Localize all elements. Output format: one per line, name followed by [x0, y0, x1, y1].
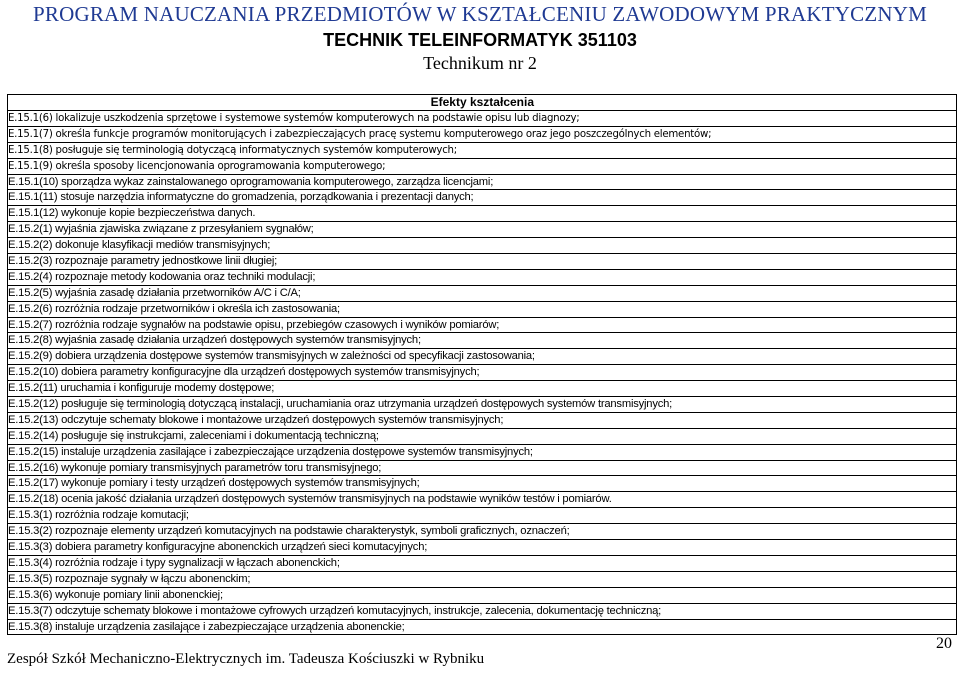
table-row: E.15.2(6) rozróżnia rodzaje przetworników i określa ich zastosowania; — [8, 302, 956, 318]
table-body — [8, 111, 956, 635]
table-row: E.15.2(5) wyjaśnia zasadę działania przetworników A/C i C/A; — [8, 286, 956, 302]
table-row: E.15.1(11) stosuje narzędzia informatyczne do gromadzenia, porządkowania i prezentacji danych; — [8, 190, 956, 206]
learning-outcomes-table — [7, 94, 957, 635]
footer-school-name: Zespół Szkół Mechaniczno-Elektrycznych im. Tadeusza Kościuszki w Rybniku — [7, 651, 485, 667]
table-row: E.15.2(14) posługuje się instrukcjami, zaleceniami i dokumentacją techniczną; — [8, 429, 956, 445]
table-row: E.15.2(1) wyjaśnia zjawiska związane z przesyłaniem sygnałów; — [8, 222, 956, 238]
table-row: E.15.1(12) wykonuje kopie bezpieczeństwa danych. — [8, 206, 956, 222]
table-row: E.15.3(4) rozróżnia rodzaje i typy sygnalizacji w łączach abonenckich; — [8, 556, 956, 572]
school-subtitle: Technikum nr 2 — [423, 53, 537, 73]
table-row: E.15.1(10) sporządza wykaz zainstalowanego oprogramowania komputerowego, zarządza licencjami; — [8, 175, 956, 191]
table-row: E.15.2(18) ocenia jakość działania urządzeń dostępowych systemów transmisyjnych na podstawie wyników testów i pomiarów. — [8, 492, 956, 508]
table-row: E.15.3(8) instaluje urządzenia zasilające i zabezpieczające urządzenia abonenckie; — [8, 620, 956, 636]
table-row: E.15.3(6) wykonuje pomiary linii abonenckiej; — [8, 588, 956, 604]
table-row: E.15.3(3) dobiera parametry konfiguracyjne abonenckich urządzeń sieci komutacyjnych; — [8, 540, 956, 556]
table-row: E.15.2(7) rozróżnia rodzaje sygnałów na podstawie opisu, przebiegów czasowych i wyników pomiarów; — [8, 318, 956, 334]
table-row: E.15.1(6) lokalizuje uszkodzenia sprzętowe i systemowe systemów komputerowych na podstawie opisu lub diagnozy; — [8, 111, 956, 127]
table-row: E.15.2(12) posługuje się terminologią dotyczącą instalacji, uruchamiania oraz utrzymania urządzeń dostępowych systemów transmisyjnych; — [8, 397, 956, 413]
table-row: E.15.3(2) rozpoznaje elementy urządzeń komutacyjnych na podstawie charakterystyk, symboli graficznych, oznaczeń; — [8, 524, 956, 540]
table-row: E.15.2(15) instaluje urządzenia zasilające i zabezpieczające urządzenia dostępowe systemów transmisyjnych; — [8, 445, 956, 461]
table-row: E.15.2(16) wykonuje pomiary transmisyjnych parametrów toru transmisyjnego; — [8, 461, 956, 477]
table-row: E.15.3(5) rozpoznaje sygnały w łączu abonenckim; — [8, 572, 956, 588]
document-title: PROGRAM NAUCZANIA PRZEDMIOTÓW W KSZTAŁCENIU ZAWODOWYM PRAKTYCZNYM — [33, 2, 927, 26]
table-row: E.15.2(17) wykonuje pomiary i testy urządzeń dostępowych systemów transmisyjnych; — [8, 476, 956, 492]
table-row: E.15.1(9) określa sposoby licencjonowania oprogramowania komputerowego; — [8, 159, 956, 175]
table-row: E.15.2(13) odczytuje schematy blokowe i montażowe urządzeń dostępowych systemów transmisyjnych; — [8, 413, 956, 429]
table-row: E.15.2(4) rozpoznaje metody kodowania oraz techniki modulacji; — [8, 270, 956, 286]
table-row: E.15.3(1) rozróżnia rodzaje komutacji; — [8, 508, 956, 524]
table-row: E.15.3(7) odczytuje schematy blokowe i montażowe cyfrowych urządzeń komutacyjnych, instrukcje, zalecenia, dokumentację techniczną; — [8, 604, 956, 620]
table-heading: Efekty kształcenia — [8, 94, 956, 111]
table-row: E.15.1(8) posługuje się terminologią dotyczącą informatycznych systemów komputerowych; — [8, 143, 956, 159]
table-row: E.15.2(10) dobiera parametry konfiguracyjne dla urządzeń dostępowych systemów transmisyjnych; — [8, 365, 956, 381]
table-row: E.15.2(2) dokonuje klasyfikacji mediów transmisyjnych; — [8, 238, 956, 254]
table-row: E.15.1(7) określa funkcje programów monitorujących i zabezpieczających pracę systemu komputerowego oraz jego poszczególnych elementów; — [8, 127, 956, 143]
table-row: E.15.2(9) dobiera urządzenia dostępowe systemów transmisyjnych w zależności od specyfikacji zastosowania; — [8, 349, 956, 365]
page-number: 20 — [936, 635, 952, 652]
profession-title: TECHNIK TELEINFORMATYK 351103 — [323, 30, 637, 50]
table-row: E.15.2(8) wyjaśnia zasadę działania urządzeń dostępowych systemów transmisyjnych; — [8, 333, 956, 349]
table-row: E.15.2(11) uruchamia i konfiguruje modemy dostępowe; — [8, 381, 956, 397]
table-row: E.15.2(3) rozpoznaje parametry jednostkowe linii długiej; — [8, 254, 956, 270]
